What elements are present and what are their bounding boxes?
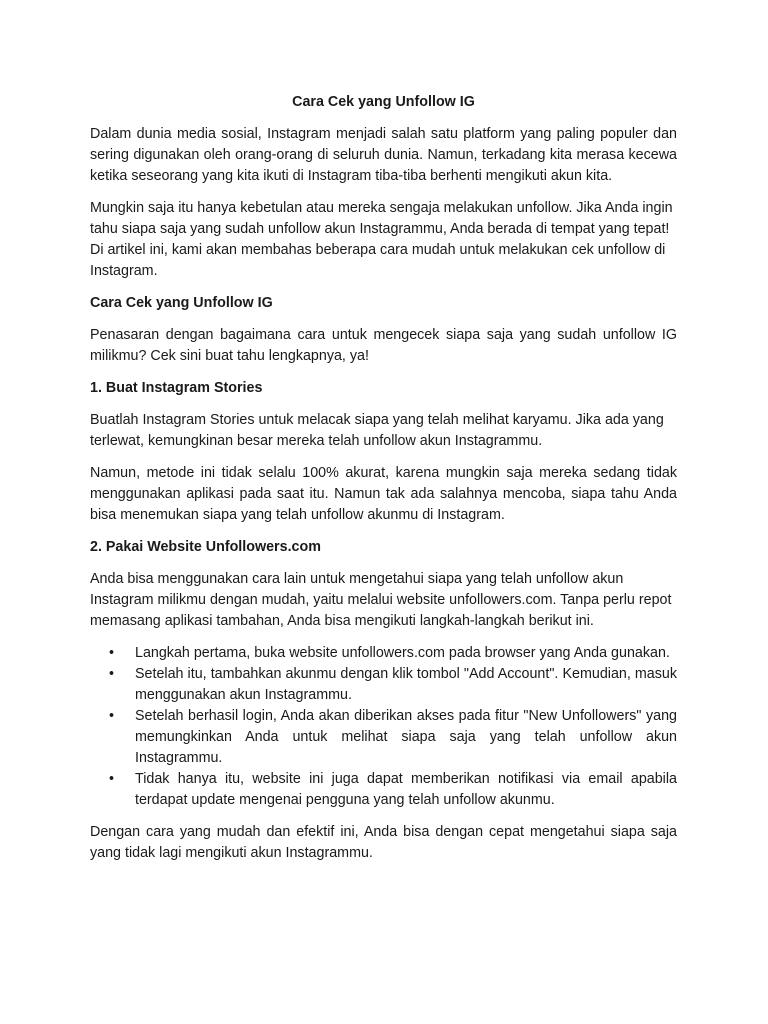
list-item <box>109 664 677 706</box>
list-item <box>109 643 677 664</box>
bullet-icon: • <box>109 708 115 724</box>
document-page <box>90 92 677 875</box>
bullet-icon: • <box>109 666 115 682</box>
list-item-text: Langkah pertama, buka website unfollowers.com pada browser yang Anda gunakan. <box>135 645 670 661</box>
method-1-paragraph: Namun, metode ini tidak selalu 100% akurat, karena mungkin saja mereka sedang tidak menggunakan aplikasi pada saat itu. Namun tak ada salahnya mencoba, siapa tahu Anda bisa menemukan siapa yang telah unfollow akunmu di Instagram. <box>90 465 677 523</box>
list-item-text: Tidak hanya itu, website ini juga dapat memberikan notifikasi via email apabila terdapat update mengenai pengguna yang telah unfollow akunmu. <box>135 771 677 808</box>
section-intro-paragraph: Penasaran dengan bagaimana cara untuk mengecek siapa saja yang sudah unfollow IG milikmu? Cek sini buat tahu lengkapnya, ya! <box>90 327 677 364</box>
list-item <box>109 706 677 769</box>
method-2-heading: 2. Pakai Website Unfollowers.com <box>90 539 321 555</box>
intro-paragraph: Dalam dunia media sosial, Instagram menjadi salah satu platform yang paling populer dan sering digunakan oleh orang-orang di seluruh dunia. Namun, terkadang kita merasa kecewa ketika seseorang yang kita ikuti di Instagram tiba-tiba berhenti mengikuti akun kita. <box>90 126 677 184</box>
document-title: Cara Cek yang Unfollow IG <box>292 94 475 110</box>
list-item-text: Setelah berhasil login, Anda akan diberikan akses pada fitur "New Unfollowers" yang memungkinkan Anda untuk melihat siapa saja yang telah unfollow akun Instagrammu. <box>135 708 677 766</box>
bullet-icon: • <box>109 771 115 787</box>
method-1-heading: 1. Buat Instagram Stories <box>90 380 263 396</box>
list-item <box>109 769 677 811</box>
section-heading: Cara Cek yang Unfollow IG <box>90 295 273 311</box>
steps-list <box>90 643 677 811</box>
bullet-icon: • <box>109 645 115 661</box>
conclusion-paragraph: Dengan cara yang mudah dan efektif ini, Anda bisa dengan cepat mengetahui siapa saja yang tidak lagi mengikuti akun Instagrammu. <box>90 824 677 861</box>
intro-paragraph: Mungkin saja itu hanya kebetulan atau mereka sengaja melakukan unfollow. Jika Anda ingin tahu siapa saja yang sudah unfollow akun Instagrammu, Anda berada di tempat yang tepat! Di artikel ini, kami akan membahas beberapa cara mudah untuk melakukan cek unfollow di Instagram. <box>90 200 673 279</box>
method-2-paragraph: Anda bisa menggunakan cara lain untuk mengetahui siapa yang telah unfollow akun Instagram milikmu dengan mudah, yaitu melalui website unfollowers.com. Tanpa perlu repot memasang aplikasi tambahan, Anda bisa mengikuti langkah-langkah berikut ini. <box>90 571 672 629</box>
method-1-paragraph: Buatlah Instagram Stories untuk melacak siapa yang telah melihat karyamu. Jika ada yang terlewat, kemungkinan besar mereka telah unfollow akun Instagrammu. <box>90 412 664 449</box>
list-item-text: Setelah itu, tambahkan akunmu dengan klik tombol "Add Account". Kemudian, masuk menggunakan akun Instagrammu. <box>135 666 677 703</box>
